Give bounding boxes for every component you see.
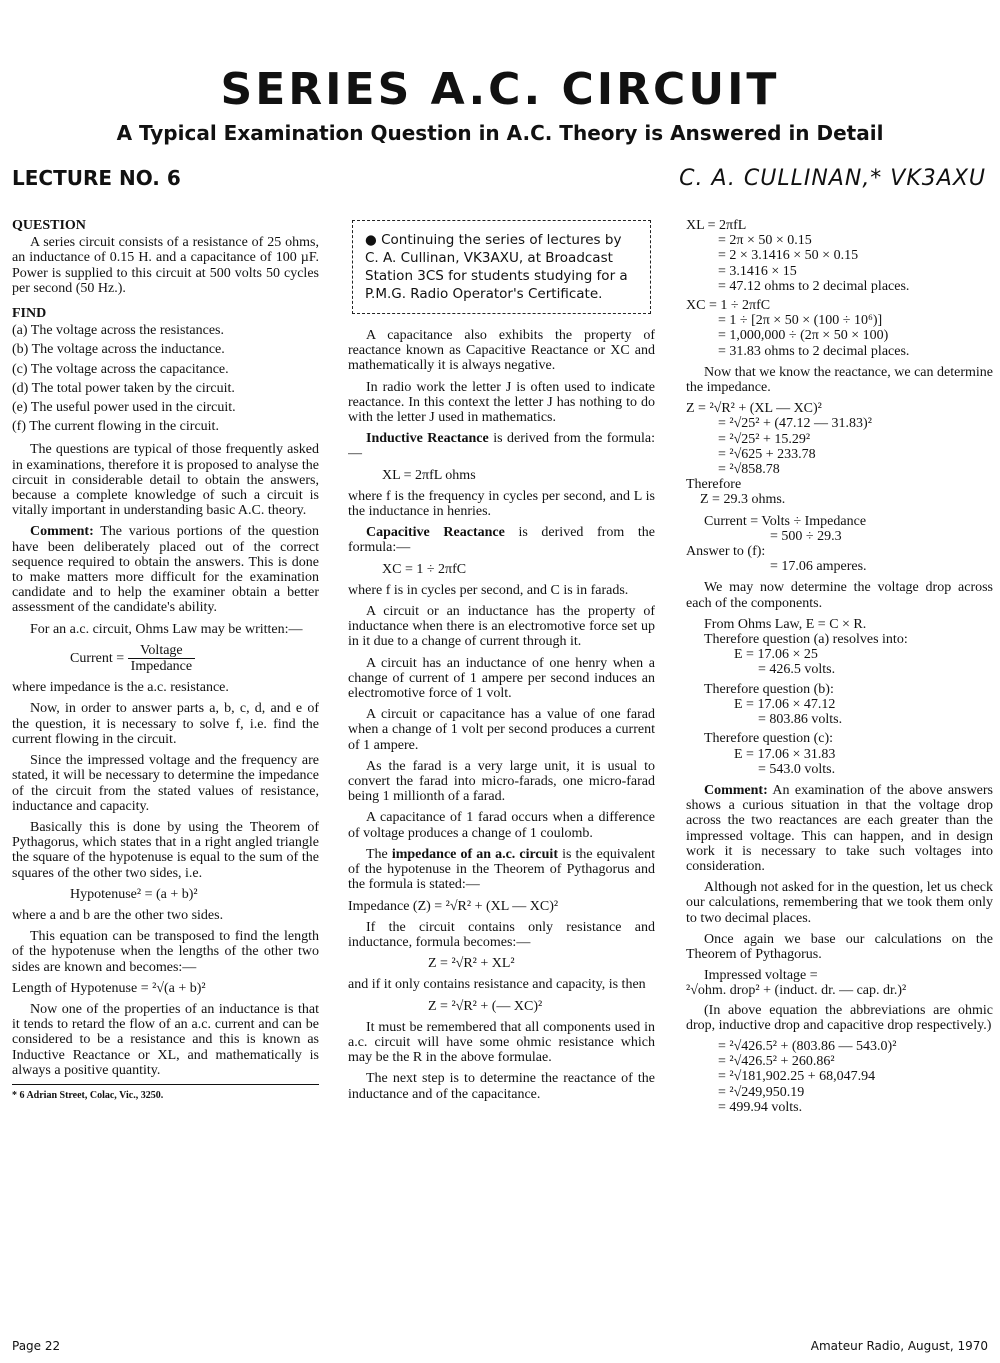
column-3	[686, 218, 993, 1323]
fraction	[128, 643, 195, 674]
list-item: (c) The voltage across the capacitance.	[12, 361, 229, 377]
math-line: = ²√25² + 15.29²	[718, 431, 811, 447]
paragraph: For an a.c. circuit, Ohms Law may be written:—	[30, 621, 303, 637]
math-line: = ²√249,950.19	[718, 1084, 805, 1100]
question-b-label: Therefore question (b):	[704, 681, 834, 697]
question-heading: QUESTION	[12, 218, 86, 233]
find-heading: FIND	[12, 306, 47, 322]
math-line: = 426.5 volts.	[758, 662, 836, 678]
z-rc-formula: Z = ²√R² + (— XC)²	[428, 998, 543, 1014]
paragraph: A circuit or an inductance has the property of inductance when there is an electromotive force set up in it due to a change of current through it.	[348, 604, 655, 650]
math-line: XC = 1 ÷ 2πfC	[686, 298, 771, 314]
paragraph: Basically this is done by using the Theorem of Pythagorus, which states that in a right angled triangle the square of the hypotenuse is equal to the sum of the squares of the other two sides, i.e.	[12, 819, 319, 881]
paragraph-text: The	[366, 846, 392, 862]
z-calculation	[686, 401, 993, 477]
paragraph	[348, 431, 655, 461]
math-line: E = 17.06 × 25	[734, 647, 818, 663]
paragraph: The questions are typical of those frequently asked in examinations, therefore it is proposed to analyse the circuit in considerable detail to obtain the answers, because a complete knowledge of such a circuit is vitally important in understanding basic A.C. theory.	[12, 442, 319, 519]
find-list	[12, 323, 319, 434]
impedance-label: impedance of an a.c. circuit	[391, 846, 558, 862]
column-2	[348, 218, 655, 1323]
footnote: * 6 Adrian Street, Colac, Vic., 3250.	[12, 1084, 319, 1103]
list-item: (d) The total power taken by the circuit.	[12, 380, 235, 396]
paragraph: where a and b are the other two sides.	[12, 907, 224, 923]
impedance-formula: Impedance (Z) = ²√R² + (XL — XC)²	[348, 898, 559, 914]
math-line: = 2π × 50 × 0.15	[718, 233, 812, 249]
math-line: = 3.1416 × 15	[718, 263, 797, 279]
paragraph: Since the impressed voltage and the frequency are stated, it will be necessary to determine the impedance of the circuit from the stated values of resistance, inductance and capacity.	[12, 753, 319, 814]
current-calculation	[686, 514, 993, 544]
question-c-calc	[686, 747, 993, 777]
magazine-issue: Amateur Radio, August, 1970	[810, 1339, 988, 1353]
paragraph: (In above equation the abbreviations are ohmic drop, inductive drop and capacitive drop respectively.)	[686, 1002, 993, 1033]
math-line: = 543.0 volts.	[758, 761, 836, 777]
math-line: XL = 2πfL	[686, 218, 747, 233]
math-line: = 1,000,000 ÷ (2π × 50 × 100)	[718, 328, 889, 344]
paragraph	[348, 525, 655, 555]
math-line: = 2 × 3.1416 × 50 × 0.15	[718, 248, 859, 264]
xc-calculation	[686, 298, 993, 359]
math-line: = 1 ÷ [2π × 50 × (100 ÷ 10⁶)]	[718, 313, 883, 329]
length-equation: Length of Hypotenuse = ²√(a + b)²	[12, 980, 206, 996]
paragraph	[348, 847, 655, 893]
list-item: (f) The current flowing in the circuit.	[12, 419, 219, 435]
list-item: (a) The voltage across the resistances.	[12, 323, 224, 339]
paragraph-text: is derived from the formula:—	[348, 525, 655, 556]
comment-text: The various portions of the question have been deliberately placed out of the correct sequence required to obtain the answers. This is done to make matters more difficult for the examination candidate and to help the examiner obtain a better assessment of the candidate's ability.	[12, 524, 319, 616]
question-a-label: Therefore question (a) resolves into:	[704, 632, 908, 648]
final-calculation	[686, 1039, 993, 1115]
question-c-label: Therefore question (c):	[704, 731, 834, 747]
math-line: = 499.94 volts.	[718, 1099, 803, 1115]
paragraph: Now one of the properties of an inductance is that it tends to retard the flow of an a.c. current and can be considered to be a resistance and this is known as Inductive Reactance or XL, and mathematically is always a positive quantity.	[12, 1001, 319, 1078]
paragraph: Although not asked for in the question, let us check our calculations, remembering that we took them only to two decimal places.	[686, 880, 993, 926]
lecture-number: LECTURE NO. 6	[12, 166, 181, 190]
paragraph: A circuit has an inductance of one henry when a change of current of 1 ampere per second induces an electromotive force of 1 volt.	[348, 655, 655, 702]
answer-f-label: Answer to (f):	[686, 544, 766, 560]
math-line: = ²√625 + 233.78	[718, 446, 816, 462]
paragraph: Now that we know the reactance, we can determine the impedance.	[686, 364, 993, 396]
math-line: E = 17.06 × 47.12	[734, 696, 836, 712]
paragraph: It must be remembered that all components used in a.c. circuit will have some ohmic resistance which may be the R in the above formulae.	[348, 1019, 655, 1066]
question-text: A series circuit consists of a resistance of 25 ohms, an inductance of 0.15 H. and a capacitance of 100 µF. Power is supplied to this circuit at 500 volts 50 cycles per second (50 Hz.).	[12, 235, 319, 296]
comment-paragraph	[12, 524, 319, 615]
comment-label: Comment:	[30, 524, 94, 540]
comment-paragraph	[686, 783, 993, 874]
therefore-label: Therefore	[686, 477, 742, 493]
numerator: Voltage	[128, 643, 195, 659]
paragraph: Now, in order to answer parts a, b, c, d, and e of the question, it is necessary to solve f, i.e. find the current flowing in the circuit.	[12, 701, 319, 747]
math-line: = 803.86 volts.	[758, 712, 843, 728]
paragraph: If the circuit contains only resistance and inductance, formula becomes:—	[348, 919, 655, 950]
paragraph: A capacitance also exhibits the property of reactance known as Capacitive Reactance or XC and mathematically it is always negative.	[348, 328, 655, 374]
paragraph: where impedance is the a.c. resistance.	[12, 680, 229, 696]
ohms-law-line: From Ohms Law, E = C × R.	[704, 616, 867, 632]
capacitive-reactance-label: Capacitive Reactance	[366, 525, 505, 541]
list-item: (b) The voltage across the inductance.	[12, 342, 225, 358]
paragraph: In radio work the letter J is often used to indicate reactance. In this context the letter J has nothing to do with the letter J used in mathematics.	[348, 379, 655, 426]
math-line: = 500 ÷ 29.3	[770, 528, 842, 544]
author: C. A. CULLINAN,* VK3AXU	[679, 166, 986, 191]
xc-formula: XC = 1 ÷ 2πfC	[382, 561, 467, 577]
impressed-voltage-formula: ²√ohm. drop² + (induct. dr. — cap. dr.)²	[686, 983, 907, 999]
math-line: E = 17.06 × 31.83	[734, 746, 836, 762]
inductive-reactance-label: Inductive Reactance	[366, 431, 489, 447]
paragraph: A capacitance of 1 farad occurs when a difference of voltage produces a change of 1 coulomb.	[348, 810, 655, 841]
math-line: = ²√426.5² + 260.86²	[718, 1054, 835, 1070]
math-line: = 47.12 ohms to 2 decimal places.	[718, 278, 910, 294]
paragraph: where f is in cycles per second, and C is in farads.	[348, 582, 629, 598]
paragraph: and if it only contains resistance and capacity, is then	[348, 977, 646, 993]
question-a-calc	[686, 647, 993, 677]
paragraph: As the farad is a very large unit, it is usual to convert the farad into micro-farads, one micro-farad being 1 millionth of a farad.	[348, 758, 655, 805]
question-b-calc	[686, 697, 993, 727]
math-line: = ²√858.78	[718, 462, 780, 478]
math-line: = 31.83 ohms to 2 decimal places.	[718, 343, 910, 359]
math-line: = ²√426.5² + (803.86 — 543.0)²	[718, 1038, 897, 1054]
xl-calculation	[686, 218, 993, 294]
comment-text: An examination of the above answers shows a curious situation in that the voltage drop across the two reactances are each greater than the impressed voltage. This can happen, and in design work it is necessary to take such voltages into consideration.	[686, 782, 993, 874]
hypotenuse-equation: Hypotenuse² = (a + b)²	[70, 886, 198, 902]
paragraph-text: is derived from the formula:—	[348, 431, 655, 462]
impressed-voltage-label: Impressed voltage =	[704, 968, 818, 984]
paragraph: We may now determine the voltage drop across each of the components.	[686, 580, 993, 611]
paragraph: Once again we base our calculations on the Theorem of Pythagorus.	[686, 931, 993, 962]
paragraph: The next step is to determine the reactance of the inductance and of the capacitance.	[348, 1071, 655, 1102]
xl-formula: XL = 2πfL ohms	[382, 467, 476, 483]
comment-label: Comment:	[704, 782, 768, 798]
math-line: Current = Volts ÷ Impedance	[704, 513, 867, 529]
page-title: SERIES A.C. CIRCUIT	[220, 64, 780, 115]
z-rl-formula: Z = ²√R² + XL²	[428, 956, 515, 972]
series-note-box: ● Continuing the series of lectures by C. A. Cullinan, VK3AXU, at Broadcast Station 3CS for students studying for a P.M.G. Radio Operator's Certificate.	[352, 220, 651, 314]
denominator: Impedance	[130, 659, 193, 675]
ohms-law-equation	[12, 643, 319, 674]
paragraph: where f is the frequency in cycles per second, and L is the inductance in henries.	[348, 488, 655, 520]
answer-f-value: = 17.06 amperes.	[770, 559, 867, 575]
subtitle: A Typical Examination Question in A.C. Theory is Answered in Detail	[116, 121, 884, 145]
paragraph: A circuit or capacitance has a value of one farad when a change of 1 volt per second produces a current of 1 ampere.	[348, 707, 655, 753]
list-item: (e) The useful power used in the circuit.	[12, 400, 236, 416]
page-number: Page 22	[12, 1339, 61, 1353]
math-line: = ²√25² + (47.12 — 31.83)²	[718, 416, 872, 432]
paragraph-text: is the equivalent of the hypotenuse in the Theorem of Pythagorus and the formula is stated:—	[348, 846, 655, 893]
math-line: Z = ²√R² + (XL — XC)²	[686, 401, 822, 417]
equation-lhs: Current =	[70, 650, 125, 666]
z-result: Z = 29.3 ohms.	[700, 492, 786, 508]
math-line: = ²√181,902.25 + 68,047.94	[718, 1069, 876, 1085]
column-1	[12, 218, 319, 1323]
paragraph: This equation can be transposed to find the length of the hypotenuse when the lengths of the other two sides are known and becomes:—	[12, 929, 319, 975]
